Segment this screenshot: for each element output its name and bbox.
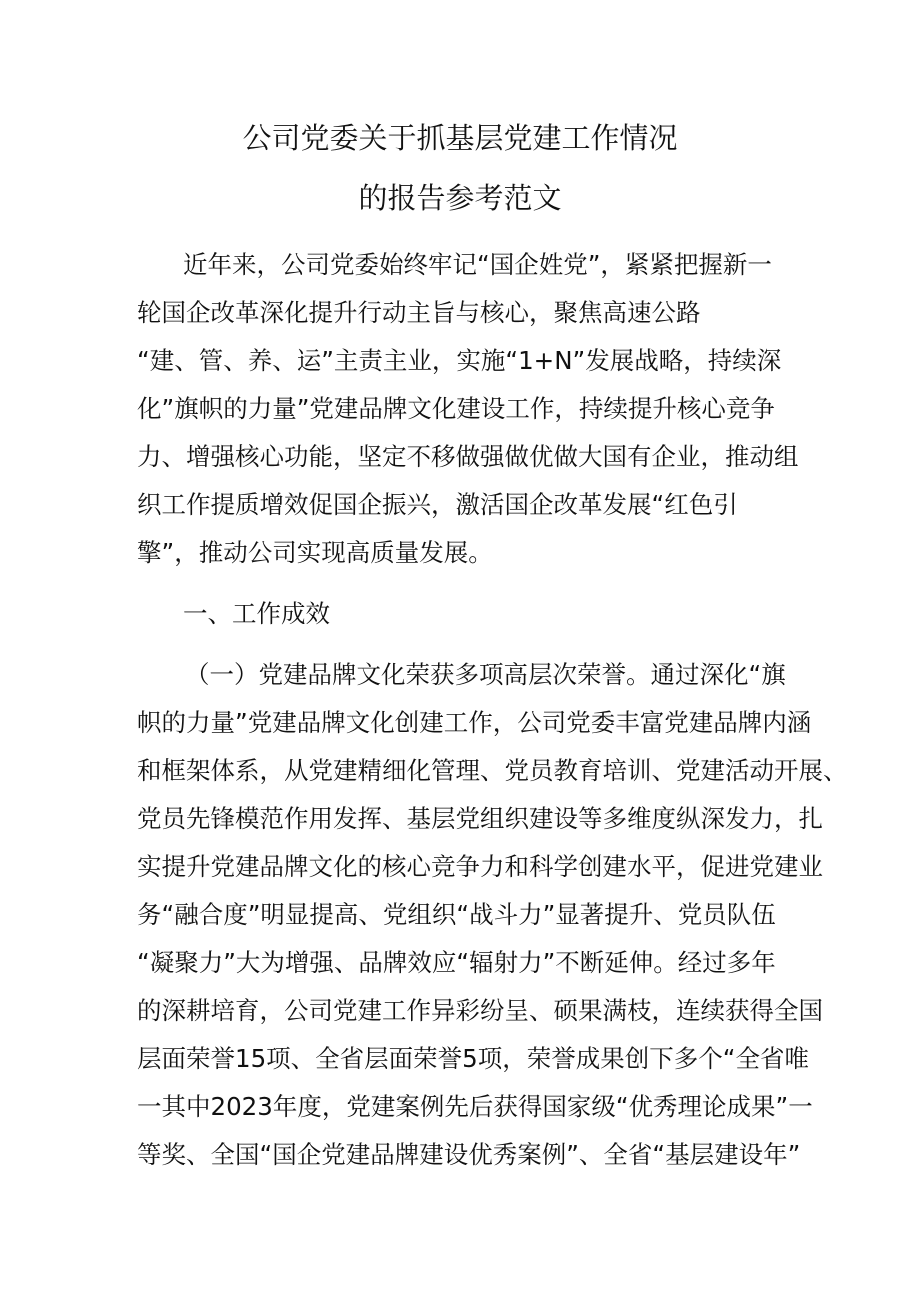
section-line: 和框架体系，从党建精细化管理、党员教育培训、党建活动开展、 — [137, 756, 848, 785]
intro-line: 力、增强核心功能，坚定不移做强做优做大国有企业，推动组 — [137, 442, 799, 471]
section-line: “凝聚力”大为增强、品牌效应“辐射力”不断延伸。经过多年 — [137, 948, 776, 977]
section-line: 实提升党建品牌文化的核心竞争力和科学创建水平，促进党建业 — [137, 852, 823, 881]
intro-line: 轮国企改革深化提升行动主旨与核心，聚焦高速公路 — [137, 298, 701, 327]
intro-line: 织工作提质增效促国企振兴，激活国企改革发展“红色引 — [137, 490, 738, 519]
document-title-line-2: 的报告参考范文 — [358, 181, 562, 215]
section-heading: 一、工作成效 — [183, 599, 330, 628]
section-line: （一）党建品牌文化荣获多项高层次荣誉。通过深化“旗 — [185, 660, 786, 689]
intro-line: “建、管、养、运”主责主业，实施“1+N”发展战略，持续深 — [137, 346, 782, 375]
section-line: 等奖、全国“国企党建品牌建设优秀案例”、全省“基层建设年” — [137, 1140, 801, 1169]
section-line: 一其中2023年度，党建案例先后获得国家级“优秀理论成果”一 — [137, 1092, 813, 1121]
section-line: 党员先锋模范作用发挥、基层党组织建设等多维度纵深发力，扎 — [137, 804, 823, 833]
section-line: 务“融合度”明显提高、党组织“战斗力”显著提升、党员队伍 — [137, 900, 776, 929]
document-title-line-1: 公司党委关于抓基层党建工作情况 — [242, 121, 678, 155]
intro-line: 擎”，推动公司实现高质量发展。 — [137, 538, 493, 567]
intro-line: 近年来，公司党委始终牢记“国企姓党”，紧紧把握新一 — [183, 250, 772, 279]
section-line: 帜的力量”党建品牌文化创建工作，公司党委丰富党建品牌内涵 — [137, 708, 812, 737]
intro-line: 化”旗帜的力量”党建品牌文化建设工作，持续提升核心竞争 — [137, 394, 775, 423]
section-line: 层面荣誉15项、全省层面荣誉5项，荣誉成果创下多个“全省唯 — [137, 1044, 809, 1073]
section-line: 的深耕培育，公司党建工作异彩纷呈、硕果满枝，连续获得全国 — [137, 996, 823, 1025]
